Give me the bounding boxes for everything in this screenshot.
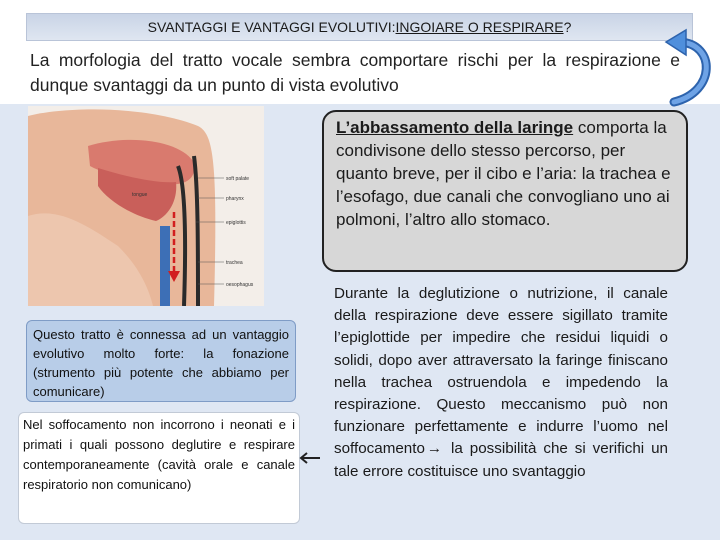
title-prefix: SVANTAGGI E VANTAGGI EVOLUTIVI:	[147, 19, 396, 35]
title-underlined: INGOIARE O RESPIRARE	[395, 19, 564, 35]
advantage-box: Questo tratto è connessa ad un vantaggio evolutivo molto forte: la fonazione (strumento più potente che abbiamo per comunicare)	[26, 320, 296, 402]
throat-anatomy-diagram	[28, 106, 264, 306]
slide-title	[26, 13, 693, 41]
label-oesophagus: oesophagus	[226, 282, 254, 288]
callout-lead: L’abbassamento della laringe	[336, 118, 574, 137]
callout-box	[322, 110, 688, 272]
label-tongue: tongue	[132, 192, 148, 198]
paragraph-part-1: Durante la deglutizione o nutrizione, il canale della respirazione deve essere sigillato tramite l’epiglottide per impedire che residui liquidi o solidi, dopo aver attraversato la faringe finiscano nella trachea ostruendola e impedendo la respirazione. Questo meccanismo può non funzionare perfettamente e indurre l’uomo nel soffocamento	[334, 285, 668, 458]
intro-text: La morfologia del tratto vocale sembra comportare rischi per la respirazione e dunque svantaggi da un punto di vista evolutivo	[30, 50, 680, 95]
left-arrow-icon	[298, 452, 322, 464]
label-soft-palate: soft palate	[226, 176, 250, 182]
right-arrow-icon: →	[426, 440, 443, 458]
label-trachea: trachea	[226, 260, 243, 266]
swallowing-paragraph	[334, 283, 668, 483]
infants-primates-box: Nel soffocamento non incorrono i neonati e i primati i quali possono deglutire e respirare contemporaneamente (cavità orale e canale respiratorio non comunicano)	[18, 412, 300, 524]
paragraph-part-2: la possibilità che si verifichi un tale errore costituisce uno svantaggio	[334, 440, 668, 480]
label-pharynx: pharynx	[226, 196, 244, 202]
callout-text: comporta la condivisone dello stesso percorso, per quanto breve, per il cibo e l’aria: la trachea e l’esofago, due canali che convogliano uno ai polmoni, l’altro allo stomaco.	[336, 118, 671, 229]
title-suffix: ?	[563, 19, 572, 35]
label-epiglottis: epiglottis	[226, 220, 246, 226]
